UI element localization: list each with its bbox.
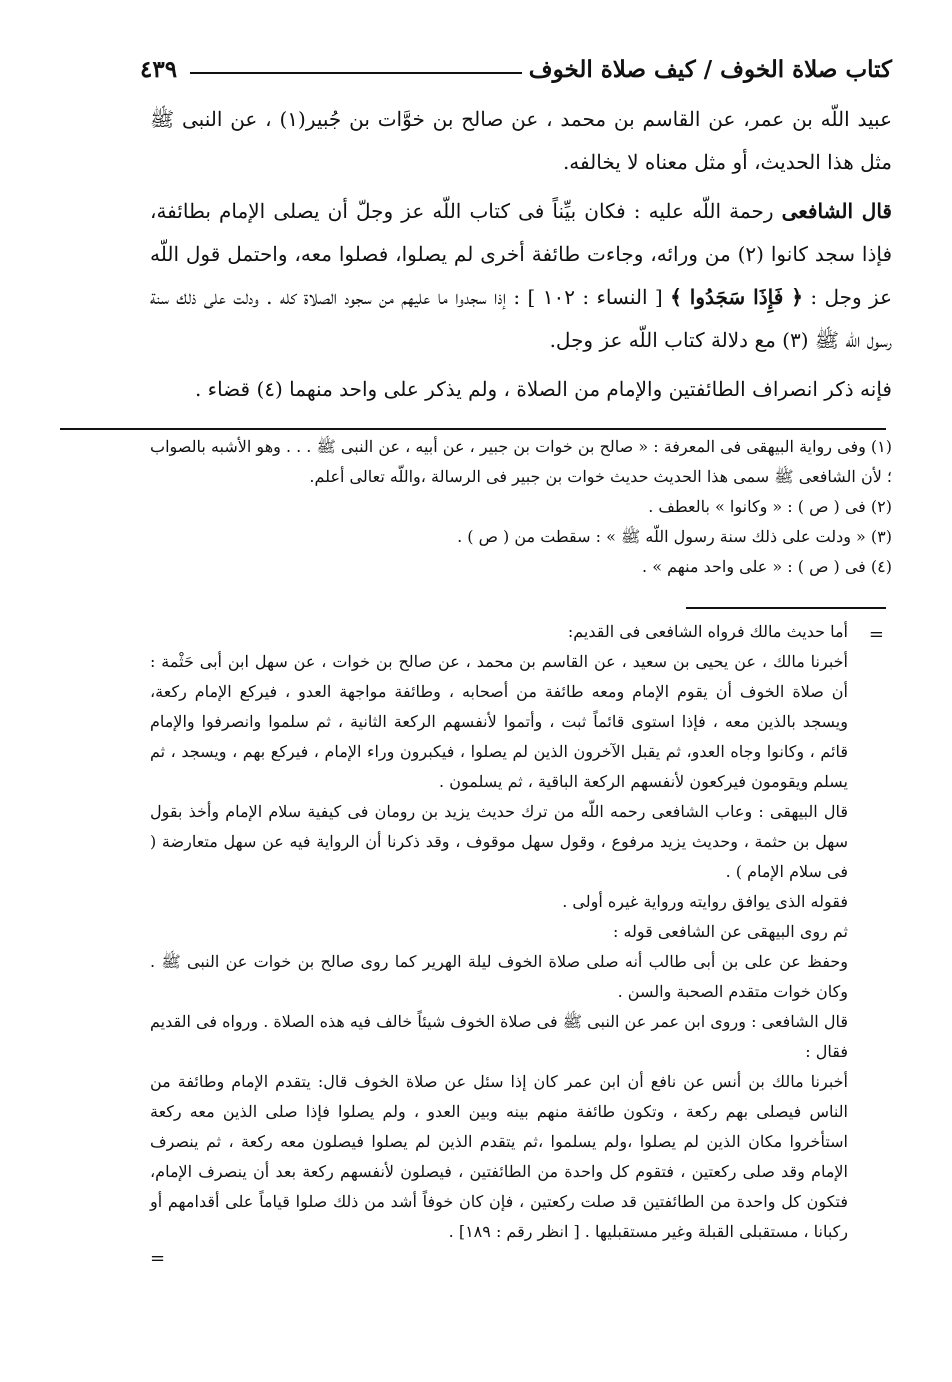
page-number: ٤٣٩ xyxy=(140,56,178,83)
continued-note xyxy=(150,617,892,1247)
main-text xyxy=(150,98,892,411)
main-paragraph-3: فإنه ذكر انصراف الطائفتين والإمام من الصلاة ، ولم يذكر على واحد منهما (٤) قضاء . xyxy=(194,377,892,401)
continued-line-6: وحفظ عن على بن أبى طالب أنه صلى صلاة الخوف ليلة الهرير كما روى صالح بن خوات عن النبى ﷺ . وكان خوات متقدم الصحبة والسن . xyxy=(150,952,848,1001)
footnotes xyxy=(150,432,892,582)
continuation-start-marker: = xyxy=(868,624,884,645)
quran-quote: ﴿ فَإِذَا سَجَدُوا ﴾ xyxy=(670,285,803,309)
continued-line-2: أخبرنا مالك ، عن يحيى بن سعيد ، عن القاسم بن محمد ، عن صالح بن خوات ، عن سهل ابن أبى حَثْمة : أن صلاة الخوف أن يقوم الإمام ومعه طائفة من أصحابه ، وطائفة مواجهة العدو ، فيركع الإمام ركعة، ويسجد بالذين معه ، فإذا استوى قائماً ثبت ، وأتموا لأنفسهم الركعة الثانية ، ثم سلموا وانصرفوا والإمام قائم ، وكانوا وجاه العدو، ثم يقبل الآخرون الذين لم يصلوا ، فيكبرون وراء الإمام ، فيركع بهم ، ويسجد ، ثم يسلم ويقومون فيركعون لأنفسهم الركعة الباقية ، ثم يسلمون . xyxy=(150,652,848,791)
running-title: كتاب صلاة الخوف / كيف صلاة الخوف xyxy=(528,56,892,83)
footnote-2: (٢) فى ( ص ) : « وكانوا » بالعطف . xyxy=(648,497,892,516)
footnote-rule xyxy=(60,428,886,430)
continued-line-4: فقوله الذى يوافق روايته ورواية غيره أولى . xyxy=(562,892,848,911)
continuation-end-marker: = xyxy=(150,1248,166,1269)
running-header xyxy=(140,52,892,92)
main-paragraph-2-a: رحمة اللّه عليه : فكان بيِّناً فى كتاب اللّه عز وجلّ أن يصلى الإمام بطائفة، فإذا سجد كانوا (٢) من ورائه، وجاءت طائفة أخرى لم يصلوا، فصلوا معه، واحتمل قول اللّه عز وجل : xyxy=(150,199,893,309)
continued-line-8: أخبرنا مالك بن أنس عن نافع أن ابن عمر كان إذا سئل عن صلاة الخوف قال: يتقدم الإمام وطائفة من الناس فيصلى بهم ركعة ، وتكون طائفة منهم بينه وبين العدو ، ولم يصلوا فإذا صلى الذين معه ركعة استأخروا مكان الذين لم يصلوا ،ولم يسلموا ،ثم يتقدم الذين لم يصلوا فيصلون معه ركعة ، ثم ينصرف الإمام وقد صلى ركعتين ، فتقوم كل واحدة من الطائفتين ، فيصلون لأنفسهم ركعة بعد أن ينصرف الإمام، فتكون كل واحدة من الطائفتين قد صلت ركعتين ، فإن كان خوفاً أشد من ذلك صلوا قياماً على أقدامهم أو ركبانا ، مستقبلى القبلة وغير مستقبليها . [ انظر رقم : ١٨٩] . xyxy=(150,1072,848,1241)
footnote-1: (١) وفى رواية البيهقى فى المعرفة : « صالح بن خوات بن جبير ، عن أبيه ، عن النبى ﷺ . . . وهو الأشبه بالصواب ؛ لأن الشافعى ﷺ سمى هذا الحديث حديث خوات بن جبير فى الرسالة ،واللّه تعالى أعلم. xyxy=(150,437,892,486)
continued-line-5: ثم روى البيهقى عن الشافعى قوله : xyxy=(612,922,848,941)
continued-line-7: قال الشافعى : وروى ابن عمر عن النبى ﷺ فى صلاة الخوف شيئاً خالف فيه هذه الصلاة . ورواه فى القديم فقال : xyxy=(150,1012,848,1061)
header-rule xyxy=(190,72,522,74)
speaker-lead: قال الشافعى xyxy=(781,199,892,223)
continuation-rule xyxy=(686,607,886,609)
main-paragraph-1: عبيد اللّه بن عمر، عن القاسم بن محمد ، عن صالح بن خوَّات بن جُبير(١) ، عن النبى ﷺ مثل هذا الحديث، أو مثل معناه لا يخالفه. xyxy=(150,107,892,174)
footnote-4: (٤) فى ( ص ) : « على واحد منهم » . xyxy=(642,557,892,576)
continued-line-3: قال البيهقى : وعاب الشافعى رحمه اللّه من ترك حديث يزيد بن رومان فى كيفية سلام الإمام وأخذ بقول سهل بن حثمة ، وحديث يزيد مرفوع ، وقول سهل موقوف ، وقد ذكرنا أن الرواية فيه عن سهل متعارضة ( فى سلام الإمام ) . xyxy=(150,802,848,881)
main-paragraph-2 xyxy=(150,190,892,362)
continued-line-1: أما حديث مالك فرواه الشافعى فى القديم: xyxy=(567,622,848,641)
footnote-3: (٣) « ودلت على ذلك سنة رسول اللّه ﷺ » : سقطت من ( ص ) . xyxy=(457,527,892,546)
main-paragraph-2-b: [ النساء : ١٠٢ ] : إذا سجدوا ما عليهم من سجود الصلاة كله . ودلت على ذلك سنة رسول اللّه ﷺ (٣) مع دلالة كتاب اللّه عز وجل. xyxy=(150,285,892,352)
